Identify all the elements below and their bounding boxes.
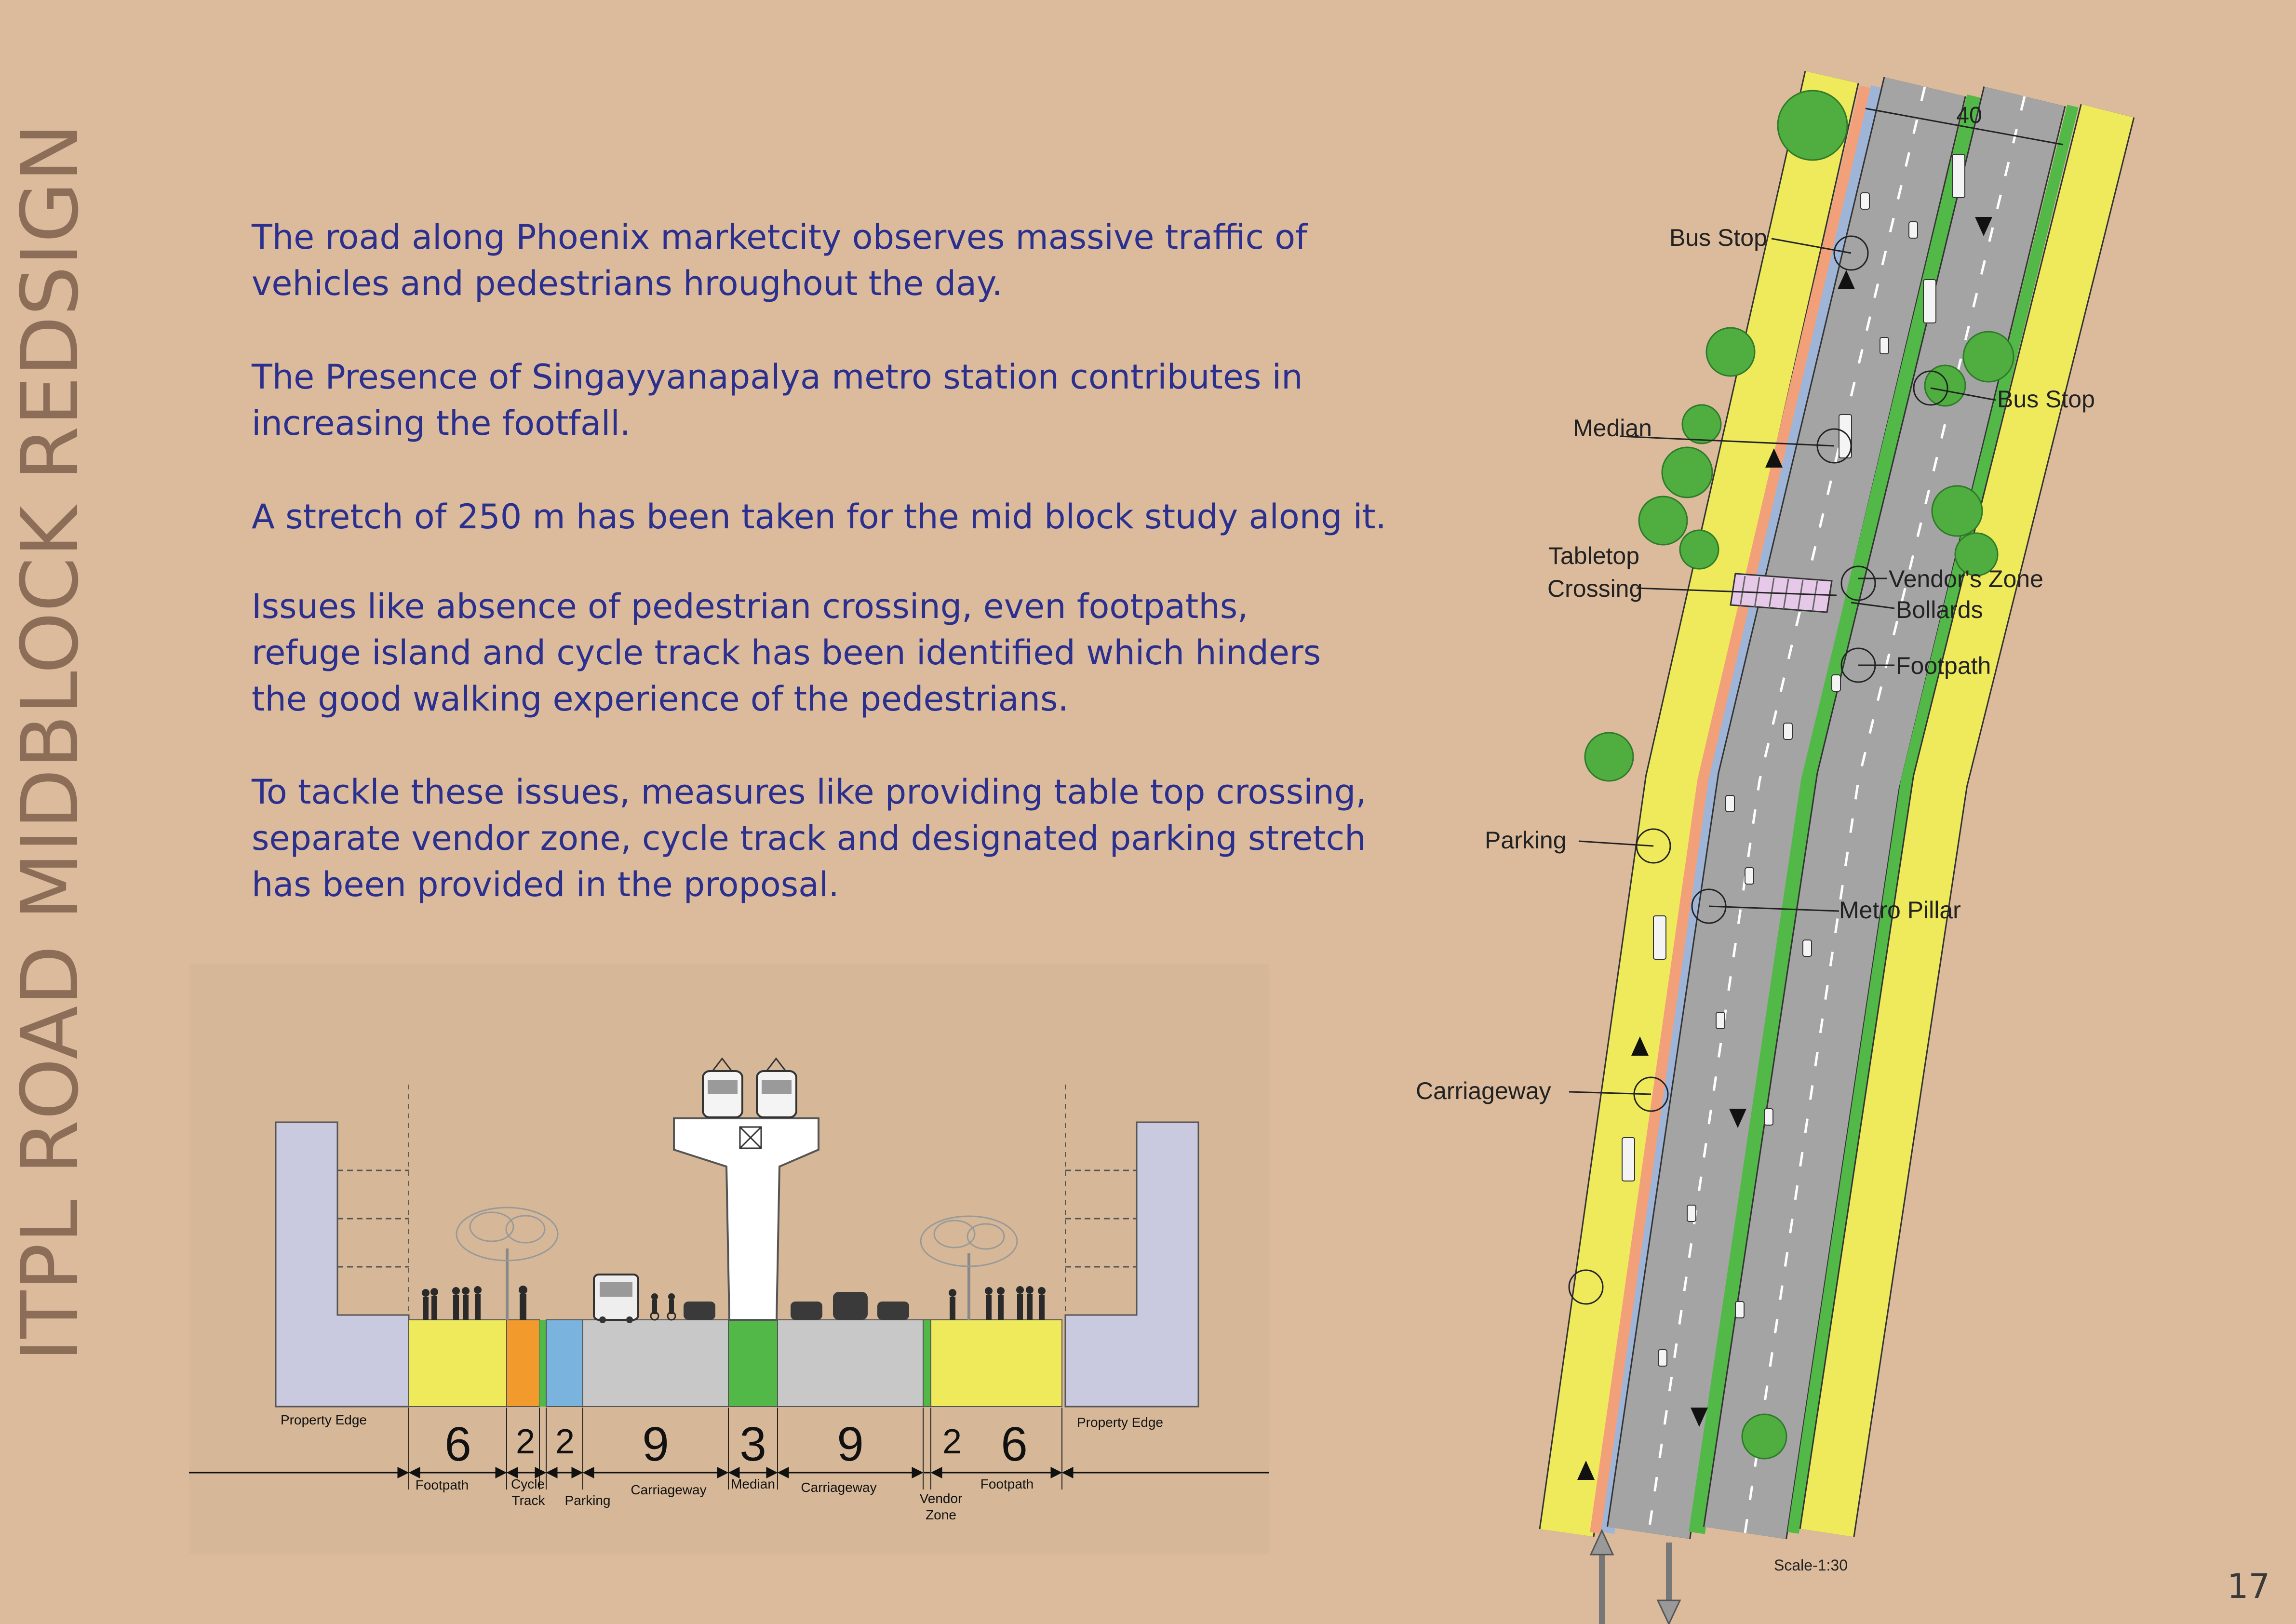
- label-metro-pillar: Metro Pillar: [1839, 897, 1961, 924]
- page-number: 17: [2227, 1567, 2270, 1606]
- label-carriageway-left: Carriageway: [631, 1482, 707, 1497]
- width-footpath-right: 6: [1001, 1417, 1028, 1471]
- cycle-buffer: [539, 1320, 546, 1407]
- label-parking: Parking: [1485, 827, 1567, 854]
- plan-width-label: 40: [1956, 103, 1982, 128]
- label-median: Median: [731, 1476, 775, 1491]
- parking-strip: [546, 1320, 583, 1407]
- property-edge-label-right: Property Edge: [1077, 1415, 1163, 1430]
- label-tabletop-2: Crossing: [1547, 575, 1643, 602]
- label-scale: Scale-1:30: [1774, 1557, 1848, 1574]
- median-strip: [728, 1320, 778, 1407]
- property-edge-label-left: Property Edge: [281, 1412, 367, 1427]
- label-vendors-zone: Vendor's Zone: [1889, 565, 2043, 592]
- label-parking: Parking: [564, 1493, 611, 1508]
- width-vendor-zone: 2: [942, 1423, 962, 1461]
- carriageway-right: [778, 1320, 923, 1407]
- label-tabletop-1: Tabletop: [1548, 542, 1640, 569]
- paragraph-traffic: The road along Phoenix marketcity observes massive traffic of vehicles and pedestrians hroughout the day.: [252, 217, 1307, 303]
- label-bus-stop-left: Bus Stop: [1669, 224, 1767, 251]
- label-median: Median: [1573, 415, 1652, 442]
- vendor-zone: [923, 1320, 931, 1407]
- label-footpath-right: Footpath: [980, 1476, 1034, 1491]
- flow-arrows: [1591, 1530, 1680, 1624]
- carriageway-left: [583, 1320, 728, 1407]
- label-carriageway-right: Carriageway: [801, 1480, 877, 1495]
- width-carriageway-right: 9: [837, 1417, 864, 1471]
- label-footpath: Footpath: [1896, 652, 1991, 679]
- label-vendor-zone-1: Vendor: [919, 1491, 963, 1506]
- label-vendor-zone-2: Zone: [926, 1507, 956, 1522]
- page-title: ITPL ROAD MIDBLOCK REDSIGN: [5, 123, 96, 1362]
- width-median: 3: [739, 1417, 766, 1471]
- paragraph-issues: Issues like absence of pedestrian crossing, even footpaths, refuge island and cycle track has been identified which hinders the good walking experience of the pedestrians.: [252, 587, 1321, 719]
- width-parking: 2: [555, 1423, 575, 1461]
- width-footpath-left: 6: [444, 1417, 471, 1471]
- street-cross-section: [189, 964, 1269, 1555]
- label-bus-stop-right: Bus Stop: [1997, 386, 2095, 413]
- width-carriageway-left: 9: [642, 1417, 669, 1471]
- label-carriageway: Carriageway: [1416, 1077, 1551, 1104]
- footpath-left: [409, 1320, 507, 1407]
- cycle-track: [507, 1320, 539, 1407]
- label-bollards: Bollards: [1896, 596, 1983, 623]
- paragraph-measures: To tackle these issues, measures like providing table top crossing, separate vendor zone, cycle track and designated parking stretch has been provided in the proposal.: [252, 772, 1367, 904]
- label-footpath-left: Footpath: [415, 1477, 469, 1492]
- paragraph-metro: The Presence of Singayyanapalya metro station contributes in increasing the footfall.: [252, 357, 1303, 443]
- width-cycle-track: 2: [515, 1423, 536, 1461]
- footpath-right: [931, 1320, 1062, 1407]
- label-cycle-track-2: Track: [511, 1493, 545, 1508]
- label-cycle-track-1: Cycle: [510, 1476, 545, 1491]
- bus: [594, 1275, 638, 1323]
- paragraph-stretch: A stretch of 250 m has been taken for the mid block study along it.: [252, 497, 1386, 537]
- road-plan: [1416, 77, 2108, 1624]
